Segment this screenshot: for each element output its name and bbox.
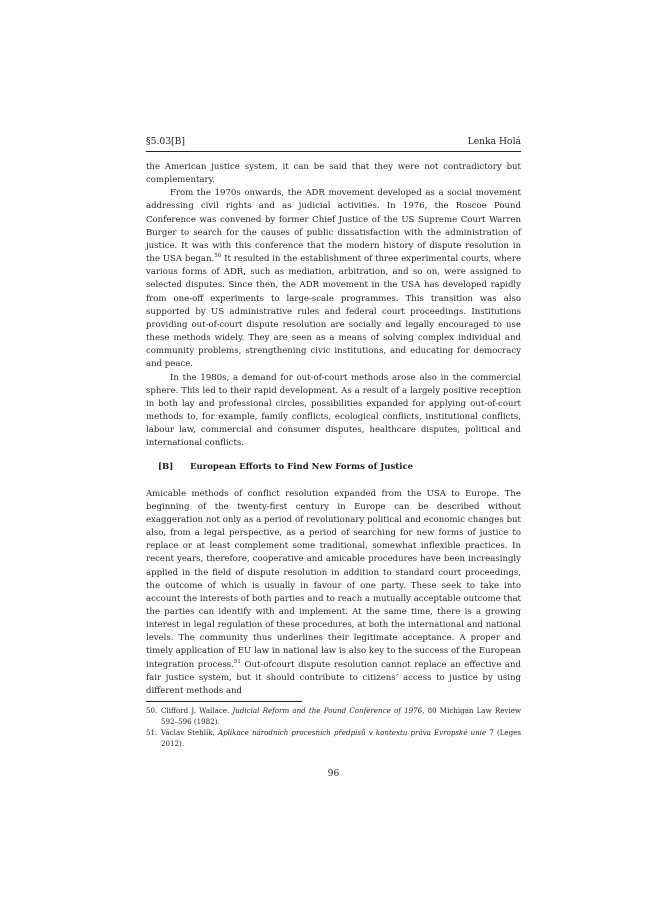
footnote-title: Aplikace národních procesních předpisů v kontextu práva Evropské unie xyxy=(217,728,487,737)
paragraph-adr-movement xyxy=(146,187,521,371)
body-text xyxy=(146,161,521,698)
footnote-number: 50. xyxy=(146,706,158,715)
header-rule xyxy=(146,151,521,152)
paragraph-text: Amicable methods of conflict resolution expanded from the USA to Europe. The beginning of the twenty-first century in Europe can be described without exaggeration not only as a period of revolutionary political and economic changes but also, from a legal perspective, as a period of searching for new forms of justice to replace or at least complement some traditional, somewhat inflexible practices. In recent years, therefore, cooperative and amicable procedures have been increasingly applied in the field of dispute resolution in addition to standard court proceedings, the outcome of which is usually in favour of one party. These seek to take into account the interests of both parties and to reach a mutually acceptable outcome that the parties can identify with and implement. At the same time, there is a growing interest in legal regulation of these procedures, at both the international and national levels. The community thus underlines their legitimate acceptance. A proper and timely application of EU law in national law is also key to the success of the European integration process. xyxy=(146,488,521,670)
running-header xyxy=(146,136,521,150)
header-author: Lenka Holá xyxy=(467,136,521,147)
section-number: [B] xyxy=(158,462,174,473)
footnote-rule xyxy=(146,701,302,702)
header-section-ref: §5.03[B] xyxy=(146,136,185,147)
paragraph-text: It resulted in the establishment of three experimental courts, where various forms of ADR, such as mediation, arbitration, and so on, were assigned to selected disputes. Since then, the ADR movement in the USA has developed rapidly from one-off experiments to large-scale programmes. This transition was also supported by US administrative rules and federal court proceedings. Institutions providing out-of-court dispute resolution are socially and legally encouraged to use these methods widely. They are seen as a means of solving complex individual and community problems, strengthening civic institutions, and educating for democracy and peace. xyxy=(146,254,521,370)
paragraph-1980s: In the 1980s, a demand for out-of-court methods arose also in the commercial sphere. This led to their rapid development. As a result of a largely positive reception in both lay and professional circles, possibilities expanded for applying out-of-court methods to, for example, family conflicts, ecological conflicts, institutional conflicts, labour law, commercial and consumer disputes, healthcare disputes, political and international conflicts. xyxy=(146,372,521,449)
paragraph-text: Out-ofcourt dispute resolution cannot replace an effective and fair justice system, but it should contribute to citizens’ access to justice by using different methods and xyxy=(146,659,521,696)
footnote-title: Judicial Reform and the Pound Conference of 1976 xyxy=(232,706,423,715)
footnotes xyxy=(146,706,521,750)
page-number: 96 xyxy=(327,768,340,779)
footnote-author: Clifford J. Wallace. xyxy=(161,706,233,715)
footnote-number: 51. xyxy=(146,728,158,737)
footnote-50 xyxy=(146,706,521,727)
footnote-51 xyxy=(146,728,521,749)
paragraph-continued: the American justice system, it can be said that they were not contradictory but complementary. xyxy=(146,162,521,186)
section-title: European Efforts to Find New Forms of Justice xyxy=(190,462,414,473)
footnote-citation: , 80 Michigan Law Review 592–596 (1982). xyxy=(161,706,521,726)
paragraph-europe xyxy=(146,488,521,699)
footnote-ref-50[interactable]: 50 xyxy=(214,253,222,260)
footnote-citation: 7 (Leges 2012). xyxy=(161,728,521,748)
footnote-author: Václav Stehlík, xyxy=(161,728,218,737)
footnote-text xyxy=(161,706,521,727)
footnote-text xyxy=(161,728,521,749)
footnote-ref-51[interactable]: 51 xyxy=(233,658,241,665)
paragraph-text: From the 1970s onwards, the ADR movement developed as a social movement addressing civil rights and as judicial activities. In 1976, the Roscoe Pound Conference was convened by former Chief Justice of the US Supreme Court Warren Burger to search for the causes of public dissatisfaction with the administration of justice. It was with this conference that the modern history of dispute resolution in the USA began. xyxy=(146,188,521,265)
section-heading xyxy=(146,461,521,474)
